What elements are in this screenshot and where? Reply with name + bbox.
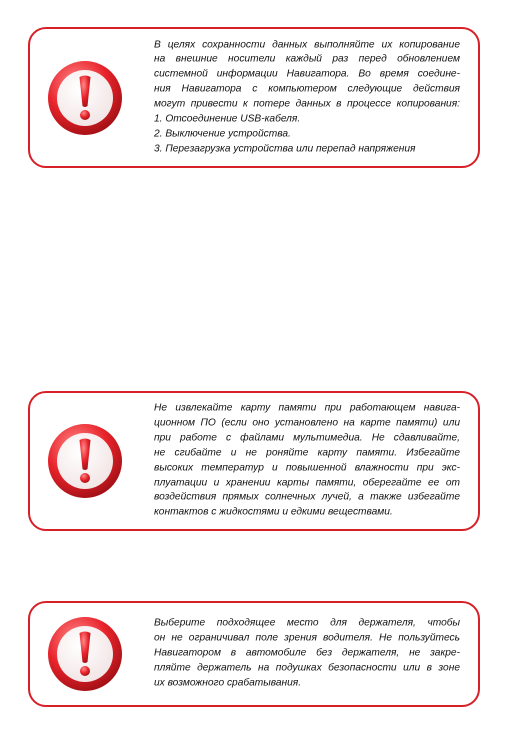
warning-text-line: их возможного срабатывания. — [154, 677, 302, 689]
warning-text-line: пляйте держатель на подушках безопасности или в зоне — [154, 662, 460, 674]
warning-text-line: контактов с жидкостями и едкими веществами. — [154, 506, 393, 518]
warning-exclamation-icon — [46, 59, 124, 137]
warning-text-line: Не извлекайте карту памяти при работающем навига- — [154, 402, 460, 414]
warning-text — [154, 401, 460, 520]
warning-text-line: системной информации Навигатора. Во время соедине- — [154, 68, 460, 80]
warning-text-line: Выберите подходящее место для держателя, чтобы — [154, 617, 460, 629]
warning-list-item: 2. Выключение устройства. — [154, 128, 291, 140]
warning-text-line: плуатации и хранении карты памяти, оберегайте ее от — [154, 476, 460, 488]
warning-exclamation-icon — [46, 422, 124, 500]
warning-box-data-backup — [28, 27, 480, 168]
warning-text-line: на внешние носители каждый раз перед обновлением — [154, 53, 460, 65]
warning-exclamation-icon — [46, 615, 124, 693]
warning-text-line: ционном ПО (если оно установлено на карте памяти) или — [154, 417, 460, 429]
warning-text-line: В целях сохранности данных выполняйте их копирование — [154, 38, 460, 50]
warning-text-line: воздействия прямых солнечных лучей, а также избегайте — [154, 491, 460, 503]
warning-text — [154, 38, 460, 157]
warning-text-line: Навигатором в автомобиле без держателя, не закре- — [154, 647, 460, 659]
warning-text-line: при работе с файлами мультимедиа. Не сдавливайте, — [154, 432, 460, 444]
warning-list-item: 3. Перезагрузка устройства или перепад напряжения — [154, 143, 416, 155]
warning-text — [154, 617, 460, 692]
warning-text-line: не сгибайте и не роняйте карту памяти. Избегайте — [154, 447, 460, 459]
warning-text-line: могут привести к потере данных в процессе копирования: — [154, 98, 460, 110]
warning-list-item: 1. Отсоединение USB-кабеля. — [154, 113, 301, 125]
warning-box-holder-placement — [28, 601, 480, 707]
warning-text-line: ния Навигатора с компьютером следующие действия — [154, 83, 460, 95]
warning-text-line: высоких температур и повышенной влажности при экс- — [154, 462, 460, 473]
warning-text-line: он не ограничивал поле зрения водителя. Не пользуйтесь — [154, 632, 460, 644]
warning-box-memory-card — [28, 391, 480, 531]
